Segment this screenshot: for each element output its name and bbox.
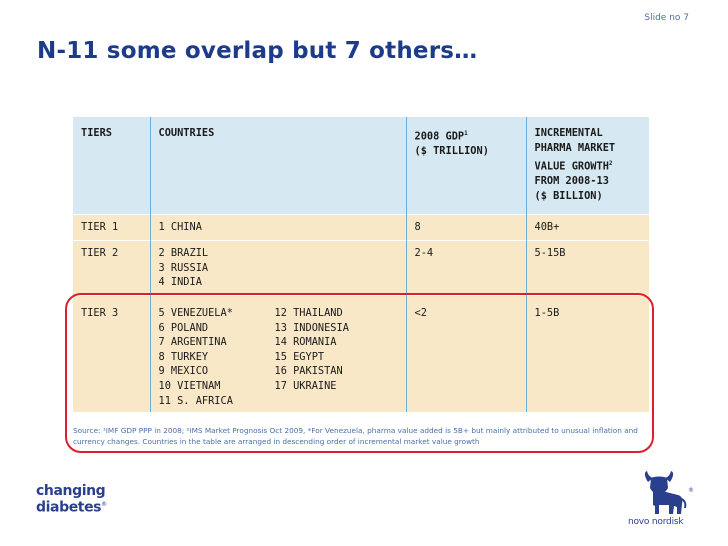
changing-diabetes-logo	[36, 485, 107, 515]
country: 9 MEXICO	[158, 365, 209, 378]
tier-countries	[150, 241, 406, 296]
tier3-highlight-outline	[65, 293, 654, 453]
country: 5 VENEZUELA*	[158, 307, 233, 319]
country: 14 ROMANIA	[274, 336, 337, 349]
slide-number: Slide no 7	[644, 13, 689, 23]
country: 4 INDIA	[158, 276, 202, 289]
country: 11 S. AFRICA	[158, 394, 233, 407]
novo-nordisk-wordmark: novo nordisk	[628, 517, 684, 527]
tier-gdp: 2-4	[406, 241, 526, 296]
tier-growth: 5-15B	[526, 241, 649, 296]
country: 8 TURKEY	[158, 350, 209, 363]
country: 17 UKRAINE	[274, 379, 337, 392]
country: 2 BRAZIL	[158, 247, 209, 259]
tier-label: TIER 2	[73, 241, 150, 296]
tier-label: TIER 3	[73, 296, 150, 413]
slide-title: N-11 some overlap but 7 others…	[37, 38, 478, 64]
source-line-1: Source: ¹IMF GDP PPP in 2008; ²IMS Market Prognosis Oct 2009, *For Venezuela, pharma value added is 5B+ but mainly attributed to unusual inflation and	[73, 426, 638, 435]
header-countries: COUNTRIES	[150, 117, 406, 215]
country: 1 CHINA	[158, 221, 202, 233]
country: 6 POLAND	[158, 321, 209, 334]
source-line-2: currency changes. Countries in the table are arranged in descending order of incremental market value growth	[73, 437, 480, 446]
header-tiers: TIERS	[81, 127, 112, 139]
tier-label: TIER 1	[73, 215, 150, 241]
country: 15 EGYPT	[274, 350, 325, 363]
country: 7 ARGENTINA	[158, 336, 227, 349]
table-header-row	[73, 117, 649, 215]
header-gdp: 2008 GDP$^1$ ($ TRILLION)	[406, 117, 526, 215]
country: 13 INDONESIA	[274, 321, 349, 334]
tier-countries	[150, 215, 406, 241]
header-growth: INCREMENTAL PHARMA MARKET VALUE GROWTH$^2$ FROM 2008-13 ($ BILLION)	[526, 117, 649, 215]
tier-growth: 40B+	[526, 215, 649, 241]
table-row	[73, 215, 649, 241]
registered-mark: ®	[688, 487, 694, 494]
table-row	[73, 241, 649, 296]
tier-growth: 1-5B	[526, 296, 649, 413]
tier-gdp: <2	[406, 296, 526, 413]
country: 10 VIETNAM	[158, 379, 221, 392]
country: 16 PAKISTAN	[274, 365, 343, 378]
country: 3 RUSSIA	[158, 261, 209, 274]
country: 12 THAILAND	[274, 307, 343, 319]
logo-line-1: changing	[36, 483, 106, 499]
logo-line-2: diabetes®	[36, 499, 107, 516]
tier-gdp: 8	[406, 215, 526, 241]
